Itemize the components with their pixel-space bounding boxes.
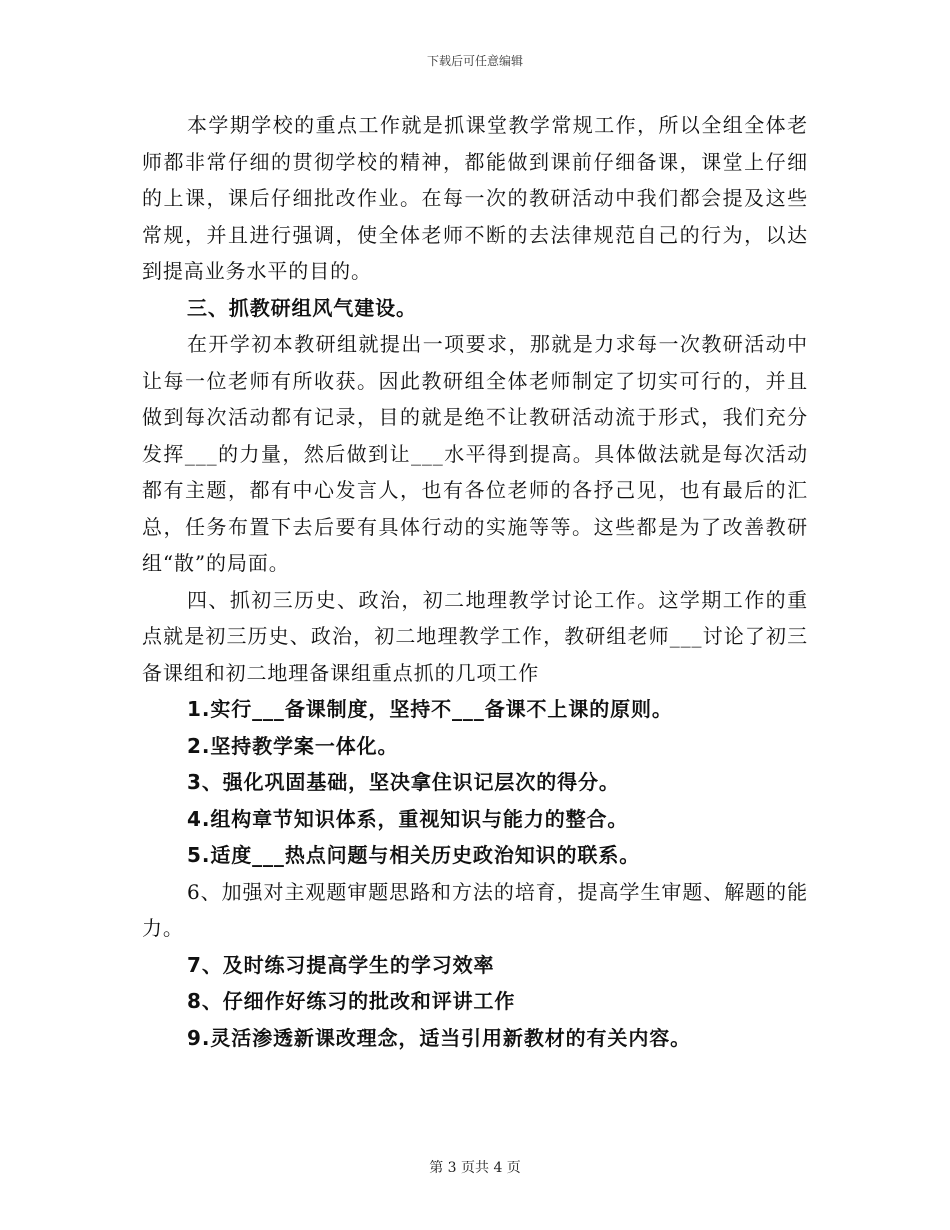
document-body [142,107,808,1056]
list-item: 9.灵活渗透新课改理念，适当引用新教材的有关内容。 [187,1025,692,1050]
list-item: 3、强化巩固基础，坚决拿住识记层次的得分。 [187,770,620,794]
list-item: 7、及时练习提高学生的学习效率 [187,952,495,977]
list-item: 6、加强对主观题审题思路和方法的培育，提高学生审题、解题的能力。 [142,879,808,940]
list-item: 4.组构章节知识体系，重视知识与能力的整合。 [187,806,629,831]
page-header: 下载后可任意编辑 [426,54,523,68]
list-item: 8、仔细作好练习的批改和评讲工作 [187,989,516,1013]
paragraph-teaching-routine: 本学期学校的重点工作就是抓课堂教学常规工作，所以全组全体老师都非常仔细的贯彻学校的精神，都能做到课前仔细备课，课堂上仔细的上课，课后仔细批改作业。在每一次的教研活动中我们都会提及这些常规，并且进行强调，使全体老师不断的去法律规范自己的行为，以达到提高业务水平的目的。 [142,113,808,283]
list-item: 2.坚持教学案一体化。 [187,733,399,758]
list-item: 1.实行___备课制度，坚持不___备课不上课的原则。 [187,697,673,721]
paragraph-research-group: 在开学初本教研组就提出一项要求，那就是力求每一次教研活动中让每一位老师有所收获。因此教研组全体老师制定了切实可行的，并且做到每次活动都有记录，目的就是绝不让教研活动流于形式，我们充分发挥___的力量，然后做到让___水平得到提高。具体做法就是每次活动都有主题，都有中心发言人，也有各位老师的各抒己见，也有最后的汇总，任务布置下去后要有具体行动的实施等等。这些都是为了改善教研组“散”的局面。 [142,332,808,575]
section-heading-three: 三、抓教研组风气建设。 [187,295,417,320]
paragraph-section-four: 四、抓初三历史、政治，初二地理教学讨论工作。这学期工作的重点就是初三历史、政治，初二地理教学工作，教研组老师___讨论了初三备课组和初二地理备课组重点抓的几项工作 [142,587,808,685]
list-item: 5.适度___热点问题与相关历史政治知识的联系。 [187,843,641,867]
page-number: 第 3 页共 4 页 [429,1160,521,1176]
